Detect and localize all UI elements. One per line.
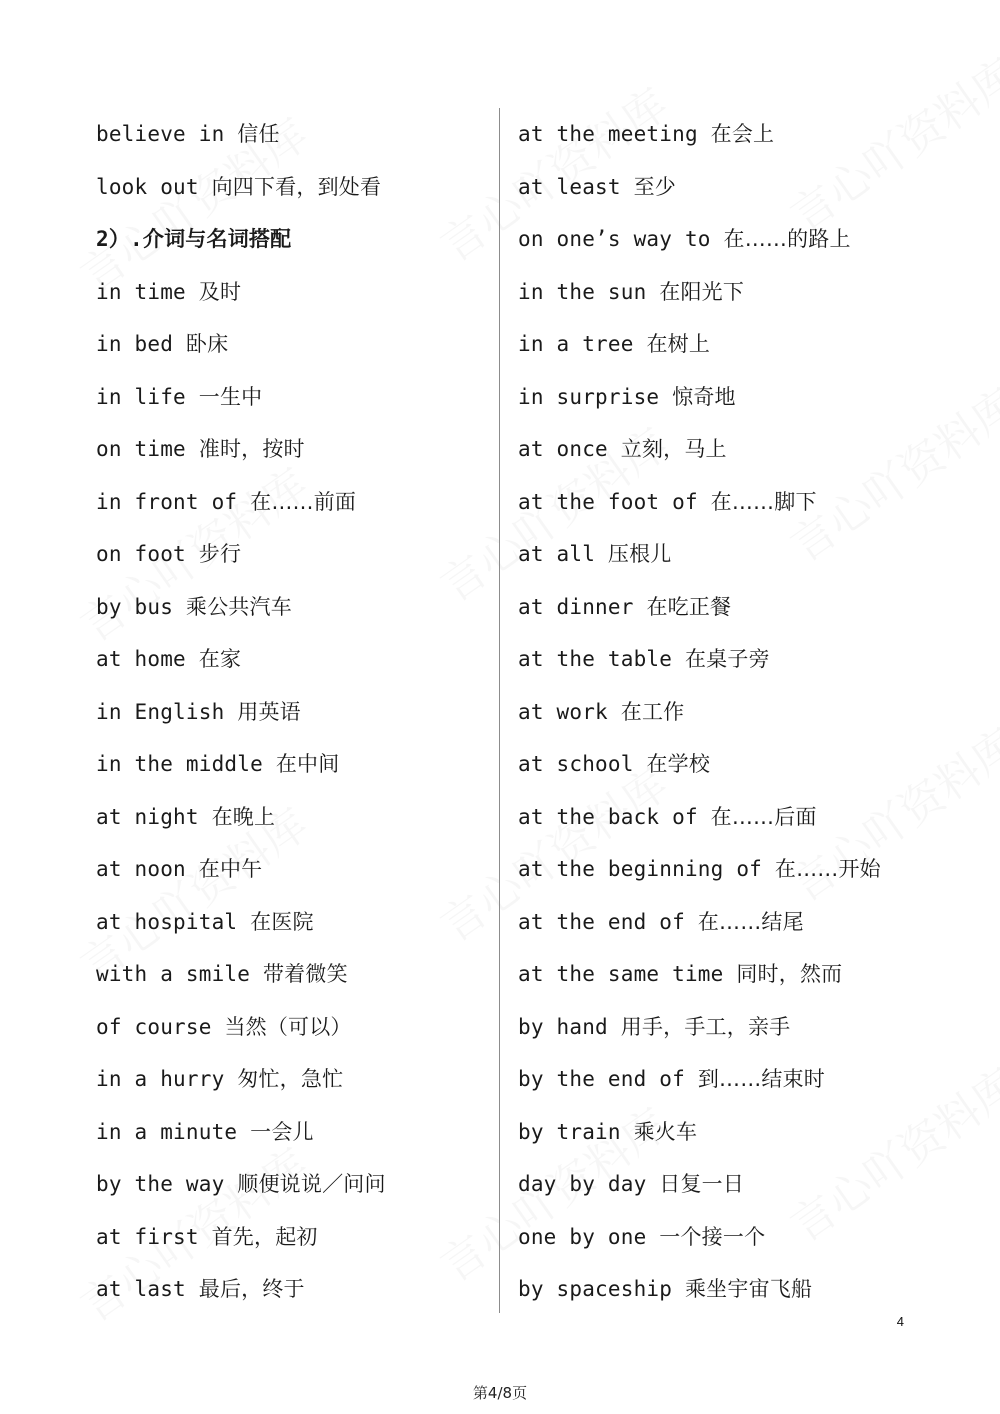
chinese-meaning: 在中间	[275, 752, 340, 776]
chinese-meaning: 乘坐宇宙飞船	[684, 1277, 813, 1301]
chinese-meaning: 一会儿	[250, 1119, 314, 1144]
phrase-entry	[96, 1211, 496, 1264]
chinese-meaning: 压根儿	[607, 542, 672, 566]
chinese-meaning: 最后，终于	[198, 1277, 305, 1301]
phrase-entry	[518, 423, 918, 476]
phrase-entry	[518, 1106, 918, 1159]
english-phrase: at once	[518, 437, 608, 461]
chinese-meaning: 在学校	[646, 752, 711, 776]
english-phrase: in a minute	[96, 1119, 238, 1144]
chinese-meaning: 在家	[198, 647, 242, 671]
phrase-entry	[96, 476, 496, 529]
phrase-entry	[518, 476, 918, 529]
chinese-meaning: 同时，然而	[736, 962, 843, 986]
phrase-entry	[96, 738, 496, 791]
phrase-entry	[96, 896, 496, 949]
english-phrase: on one’s way to	[518, 227, 711, 251]
phrase-entry	[518, 528, 918, 581]
phrase-entry	[96, 1158, 496, 1211]
phrase-entry	[518, 896, 918, 949]
chinese-meaning: 向四下看，到处看	[211, 174, 382, 199]
phrase-entry	[96, 686, 496, 739]
chinese-meaning: 在医院	[250, 909, 314, 934]
english-phrase: in English	[96, 699, 225, 724]
left-column	[96, 108, 496, 1316]
english-phrase: believe in	[96, 122, 225, 146]
phrase-entry	[96, 1053, 496, 1106]
phrase-entry	[96, 791, 496, 844]
english-phrase: 2）.	[96, 227, 143, 251]
chinese-meaning: 在桌子旁	[684, 647, 770, 671]
phrase-entry	[96, 266, 496, 319]
english-phrase: in time	[96, 279, 186, 304]
english-phrase: at work	[518, 699, 608, 724]
english-phrase: at first	[96, 1224, 199, 1249]
phrase-entry	[518, 1211, 918, 1264]
chinese-meaning: 首先，起初	[211, 1224, 318, 1249]
chinese-meaning: 一个接一个	[659, 1224, 766, 1249]
english-phrase: at last	[96, 1277, 186, 1301]
english-phrase: by hand	[518, 1014, 608, 1039]
chinese-meaning: 在中午	[198, 857, 263, 881]
phrase-entry	[518, 213, 918, 266]
english-phrase: at the meeting	[518, 122, 698, 146]
chinese-meaning: 用英语	[237, 699, 301, 724]
english-phrase: by bus	[96, 594, 174, 619]
english-phrase: of course	[96, 1014, 212, 1039]
chinese-meaning: 在阳光下	[659, 279, 745, 304]
phrase-entry	[518, 1001, 918, 1054]
phrase-entry	[96, 1106, 496, 1159]
chinese-meaning: 顺便说说／问问	[237, 1172, 386, 1196]
chinese-meaning: 立刻，马上	[620, 437, 727, 461]
english-phrase: one by one	[518, 1224, 647, 1249]
chinese-meaning: 卧床	[185, 332, 229, 356]
phrase-entry	[518, 633, 918, 686]
phrase-entry	[96, 843, 496, 896]
page-footer: 第4/8页	[472, 1384, 528, 1402]
english-phrase: at the table	[518, 647, 673, 671]
chinese-meaning: 乘公共汽车	[185, 594, 292, 619]
phrase-entry	[96, 1001, 496, 1054]
chinese-meaning: 在……脚下	[710, 489, 817, 514]
english-phrase: at the foot of	[518, 489, 698, 514]
phrase-entry	[518, 1158, 918, 1211]
phrase-entry	[518, 843, 918, 896]
english-phrase: in front of	[96, 489, 238, 514]
english-phrase: in surprise	[518, 384, 660, 409]
english-phrase: in the middle	[96, 752, 263, 776]
phrase-entry	[96, 318, 496, 371]
chinese-meaning: 至少	[633, 174, 676, 199]
phrase-entry	[96, 948, 496, 1001]
chinese-meaning: 步行	[198, 542, 242, 566]
english-phrase: in a tree	[518, 332, 634, 356]
chinese-meaning: 用手，手工，亲手	[620, 1014, 791, 1039]
phrase-entry	[96, 528, 496, 581]
english-phrase: at all	[518, 542, 596, 566]
phrase-entry	[518, 371, 918, 424]
english-phrase: at hospital	[96, 909, 238, 934]
chinese-meaning: 在吃正餐	[646, 594, 732, 619]
phrase-entry	[96, 633, 496, 686]
phrase-entry	[96, 1263, 496, 1316]
english-phrase: at the back of	[518, 804, 698, 829]
english-phrase: at the end of	[518, 909, 685, 934]
chinese-meaning: 在树上	[646, 332, 711, 356]
english-phrase: at noon	[96, 857, 186, 881]
phrase-entry	[518, 266, 918, 319]
phrase-entry	[518, 1053, 918, 1106]
english-phrase: in bed	[96, 332, 174, 356]
chinese-meaning: 及时	[198, 279, 242, 304]
chinese-meaning: 带着微笑	[262, 962, 348, 986]
english-phrase: by spaceship	[518, 1277, 673, 1301]
chinese-meaning: 匆忙，急忙	[237, 1067, 344, 1091]
phrase-entry	[518, 318, 918, 371]
page-number: 4	[896, 1314, 904, 1329]
phrase-entry	[96, 581, 496, 634]
phrase-entry	[96, 161, 496, 214]
chinese-meaning: 在工作	[620, 699, 685, 724]
phrase-entry	[96, 423, 496, 476]
phrase-entry	[518, 738, 918, 791]
phrase-entry	[518, 108, 918, 161]
phrase-entry	[518, 686, 918, 739]
english-phrase: by the end of	[518, 1067, 685, 1091]
chinese-meaning: 在晚上	[211, 804, 276, 829]
english-phrase: in life	[96, 384, 186, 409]
english-phrase: in the sun	[518, 279, 647, 304]
section-heading	[96, 213, 496, 266]
chinese-meaning: 乘火车	[633, 1119, 698, 1144]
chinese-meaning: 一生中	[198, 384, 263, 409]
english-phrase: at the beginning of	[518, 857, 763, 881]
english-phrase: in a hurry	[96, 1067, 225, 1091]
chinese-meaning: 信任	[237, 122, 280, 146]
chinese-meaning: 在……的路上	[723, 227, 851, 251]
english-phrase: at the same time	[518, 962, 724, 986]
english-phrase: at least	[518, 174, 621, 199]
chinese-meaning: 日复一日	[659, 1172, 745, 1196]
phrase-entry	[518, 581, 918, 634]
english-phrase: at school	[518, 752, 634, 776]
chinese-meaning: 在……结尾	[697, 909, 804, 934]
phrase-entry	[518, 1263, 918, 1316]
chinese-meaning: 在……前面	[250, 489, 357, 514]
english-phrase: on foot	[96, 542, 186, 566]
chinese-meaning: 在……后面	[710, 804, 817, 829]
phrase-entry	[518, 161, 918, 214]
right-column	[518, 108, 918, 1316]
chinese-meaning: 准时，按时	[198, 437, 305, 461]
chinese-meaning: 到……结束时	[697, 1067, 826, 1091]
english-phrase: on time	[96, 437, 186, 461]
chinese-meaning: 惊奇地	[672, 384, 736, 409]
phrase-entry	[96, 108, 496, 161]
english-phrase: at home	[96, 647, 186, 671]
english-phrase: by train	[518, 1119, 621, 1144]
english-phrase: at night	[96, 804, 199, 829]
column-divider	[499, 108, 500, 1313]
english-phrase: day by day	[518, 1172, 647, 1196]
english-phrase: look out	[96, 174, 199, 199]
phrase-entry	[518, 948, 918, 1001]
chinese-meaning: 在会上	[710, 122, 775, 146]
phrase-entry	[96, 371, 496, 424]
chinese-meaning: 介词与名词搭配	[142, 227, 292, 251]
phrase-entry	[518, 791, 918, 844]
chinese-meaning: 在……开始	[774, 857, 881, 881]
english-phrase: with a smile	[96, 962, 251, 986]
english-phrase: at dinner	[518, 594, 634, 619]
chinese-meaning: 当然（可以）	[224, 1014, 352, 1039]
english-phrase: by the way	[96, 1172, 225, 1196]
